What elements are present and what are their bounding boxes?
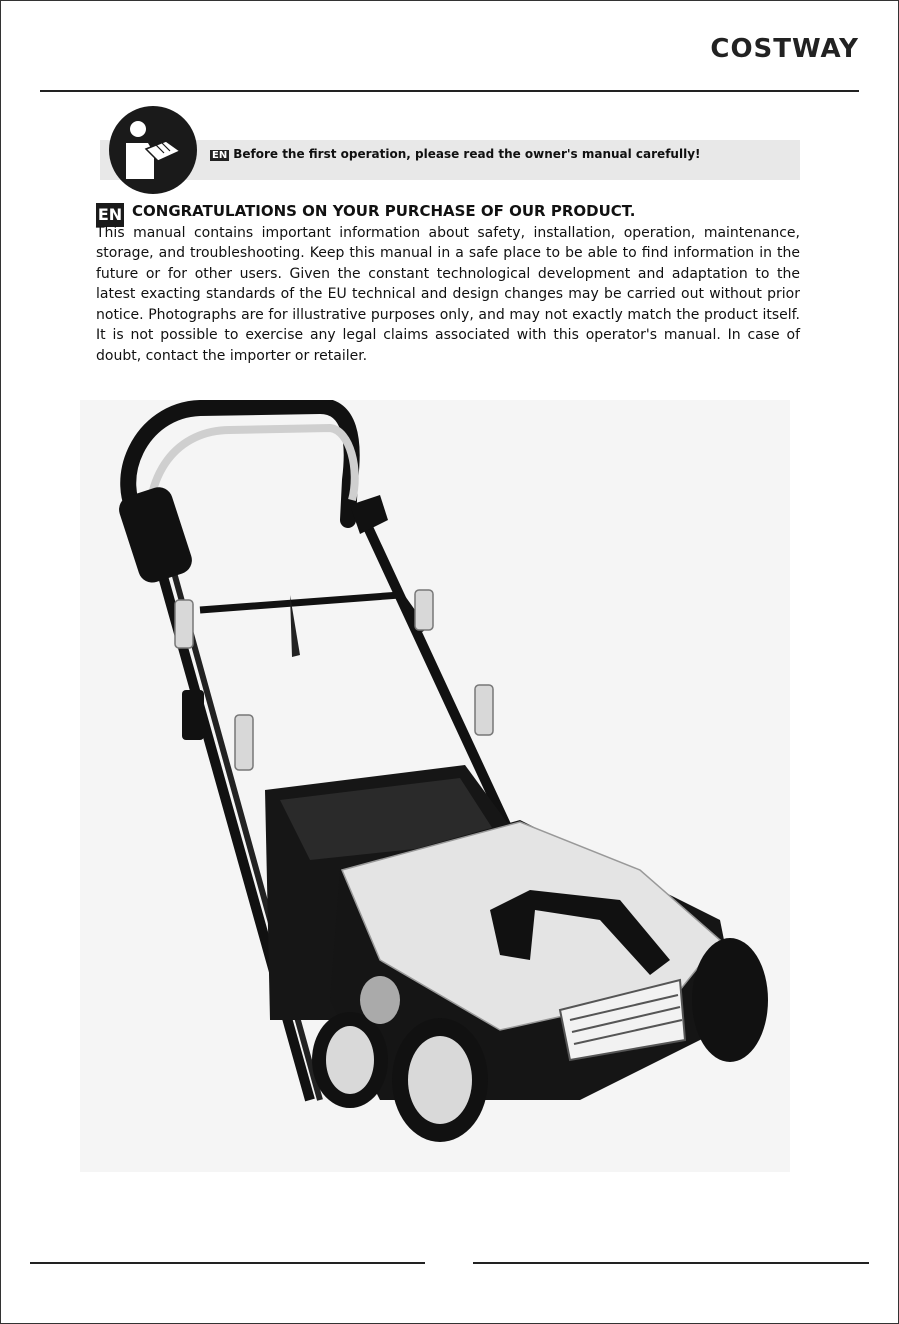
intro-paragraph — [96, 201, 800, 366]
footer-rule-right — [473, 1262, 869, 1264]
notice-message: Before the first operation, please read the owner's manual carefully! — [233, 147, 701, 161]
notice-text — [210, 147, 700, 161]
notice-lang-badge: EN — [212, 150, 228, 161]
footer-rule-left — [30, 1262, 425, 1264]
intro-body: This manual contains important information about safety, installation, operation, maintenance, storage, and troubleshooting. Keep this manual in a safe place to be able to find information in the future or for other users. Given the constant technological development and adaptation to the latest exacting standards of the EU technical and design changes may be carried out without prior notice. Photographs are for illustrative purposes only, and may not exactly match the product itself. It is not possible to exercise any legal claims associated with this operator's manual. In case of doubt, contact the importer or retailer. — [96, 224, 800, 364]
lawn-scarifier-illustration — [80, 400, 790, 1172]
header-rule — [40, 90, 859, 92]
read-manual-icon — [108, 105, 198, 195]
brand-logo: COSTWAY — [710, 34, 859, 64]
intro-heading: CONGRATULATIONS ON YOUR PURCHASE OF OUR PRODUCT. — [132, 202, 636, 220]
intro-lang-badge: EN — [96, 203, 124, 227]
product-photo — [80, 400, 790, 1172]
